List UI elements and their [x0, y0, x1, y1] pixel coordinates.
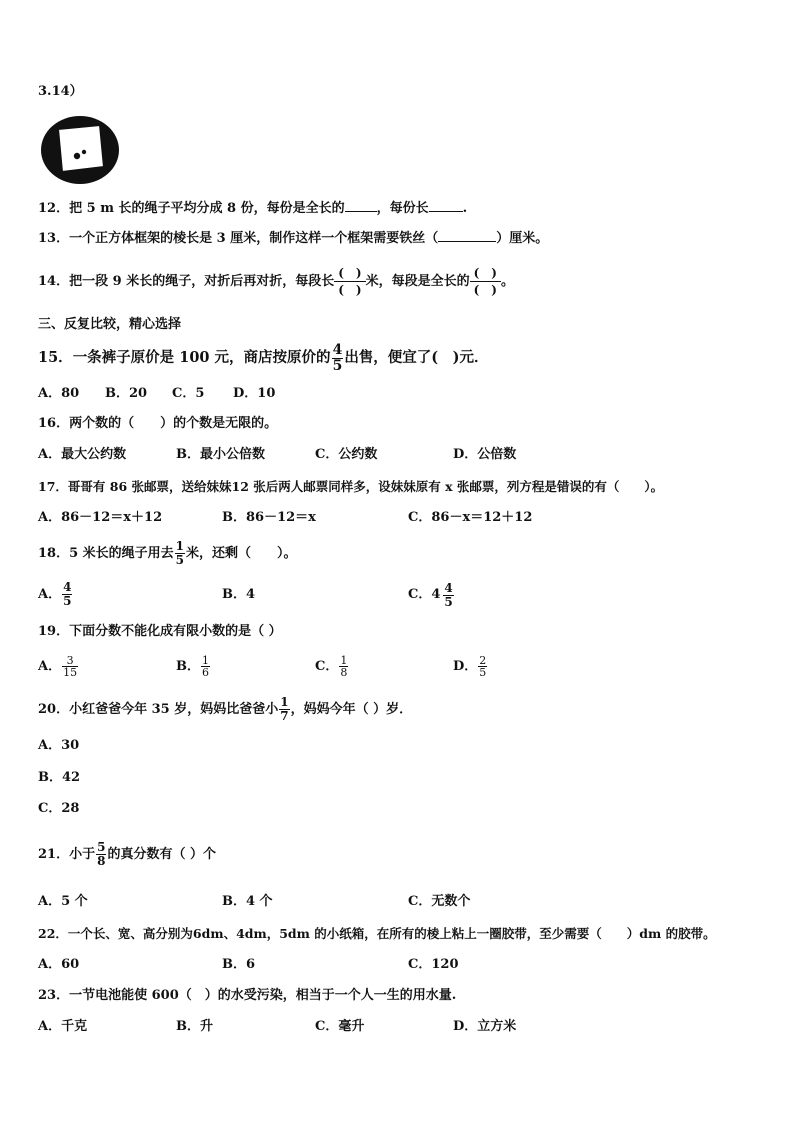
q17-option-c[interactable]: C．86－x＝12＋12 [408, 510, 533, 525]
q16-option-c[interactable]: C．公约数 [315, 447, 378, 462]
q15-fraction: $\frac{4}{5}$ [332, 341, 343, 374]
q17-option-a[interactable]: A．86－12＝x＋12 [38, 510, 163, 525]
q22-option-a[interactable]: A．60 [38, 957, 80, 972]
q15-number: 15． [38, 349, 73, 366]
q18-option-a[interactable] [38, 578, 73, 612]
q12-text-c: . [462, 201, 468, 216]
question-22 [38, 926, 716, 942]
question-16 [38, 416, 277, 432]
q17-text: 哥哥有 86 张邮票，送给妹妹12 张后两人邮票同样多，设妹妹原有 x 张邮票，列方程是错误的有（ ）。 [67, 479, 664, 494]
q13-blank [438, 229, 496, 242]
q12-text-b: ，每份长 [376, 201, 429, 216]
q15-text-a: 一条裤子原价是 100 元，商店按原价的 [72, 349, 331, 366]
q16-option-b[interactable]: B．最小公倍数 [176, 447, 265, 462]
q15-text-b: 出售，便宜了( )元． [344, 349, 489, 366]
q16-option-a[interactable]: A．最大公约数 [38, 447, 127, 462]
q20-number: 20． [38, 702, 70, 717]
q22-option-c[interactable]: C．120 [408, 957, 459, 972]
q23-option-b[interactable]: B．升 [176, 1019, 213, 1034]
q14-text-b: 米，每段是全长的 [365, 274, 470, 289]
q15-option-d[interactable]: D．10 [233, 386, 276, 401]
q14-fraction-blank-1: ( ) ( ) [334, 265, 365, 298]
q17-option-b[interactable]: B．86－12＝x [222, 510, 316, 525]
question-21 [38, 838, 216, 872]
q20-option-c[interactable]: C．28 [38, 801, 80, 816]
q13-number: 13． [38, 231, 70, 246]
q19-option-a[interactable]: A． $\frac{3}{15}$ [38, 654, 78, 679]
q14-number: 14． [38, 274, 70, 289]
q12-blank-2 [429, 199, 463, 212]
q21-text-b: 的真分数有（ ）个 [107, 847, 216, 862]
q18-option-c[interactable] [408, 578, 455, 612]
q14-fraction-blank-2: ( ) ( ) [470, 265, 501, 298]
q12-blank-1 [345, 199, 377, 212]
q19-option-c[interactable]: C． $\frac{1}{8}$ [315, 654, 348, 679]
q22-option-b[interactable]: B．6 [222, 957, 256, 972]
question-18 [38, 537, 297, 571]
continuation-text: 3.14） [38, 84, 83, 99]
q18-number: 18． [38, 546, 70, 561]
q16-option-d[interactable]: D．公倍数 [453, 447, 517, 462]
q12-text-a: 把 5 m 长的绳子平均分成 8 份，每份是全长的 [69, 201, 345, 216]
q21-fraction: $\frac{5}{8}$ [97, 840, 106, 868]
circle-square-figure [40, 115, 122, 185]
section-heading: 三、反复比较，精心选择 [38, 317, 182, 332]
q18-option-a-fraction: $\frac{4}{5}$ [63, 580, 72, 608]
q23-option-c[interactable]: C．毫升 [315, 1019, 365, 1034]
q18-fraction: $\frac{1}{5}$ [175, 539, 185, 567]
q18-option-c-mixed-number: 4 $\frac{4}{5}$ [431, 580, 453, 609]
q19-text: 下面分数不能化成有限小数的是（ ） [69, 624, 282, 639]
q14-text-c: 。 [500, 274, 514, 289]
q21-number: 21． [38, 847, 70, 862]
q12-number: 12． [38, 201, 70, 216]
q18-option-a-label: A． [38, 587, 62, 602]
question-17 [38, 479, 663, 495]
q16-text: 两个数的（ ）的个数是无限的。 [69, 416, 278, 431]
q15-option-c[interactable]: C．5 [172, 386, 205, 401]
q23-option-a[interactable]: A．千克 [38, 1019, 88, 1034]
q18-option-b[interactable]: B．4 [222, 587, 256, 602]
question-13 [38, 229, 548, 247]
q22-text: 一个长、宽、高分别为6dm、4dm，5dm 的小纸箱，在所有的棱上粘上一圈胶带，至少需要（ ）dm 的胶带。 [67, 926, 716, 941]
q21-option-b[interactable]: B．4 个 [222, 894, 273, 909]
q14-text-a: 把一段 9 米长的绳子，对折后再对折，每段长 [69, 274, 335, 289]
question-12 [38, 199, 467, 217]
q20-text-b: ，妈妈今年（ ）岁． [290, 702, 413, 717]
q23-text: 一节电池能使 600（ ）的水受污染，相当于一个人一生的用水量. [69, 988, 457, 1003]
q20-fraction: $\frac{1}{7}$ [280, 695, 289, 723]
q18-text-b: 米，还剩（ ）。 [186, 546, 297, 561]
question-15 [38, 340, 489, 376]
question-23 [38, 988, 456, 1004]
q21-option-a[interactable]: A．5 个 [38, 894, 88, 909]
q22-number: 22． [38, 926, 68, 941]
q18-option-c-label: C． [408, 587, 432, 602]
q23-number: 23． [38, 988, 70, 1003]
q18-text-a: 5 米长的绳子用去 [69, 546, 174, 561]
q20-option-b[interactable]: B．42 [38, 770, 81, 785]
q20-text-a: 小红爸爸今年 35 岁，妈妈比爸爸小 [69, 702, 279, 717]
q15-option-b[interactable]: B．20 [105, 386, 148, 401]
q23-option-d[interactable]: D．立方米 [453, 1019, 517, 1034]
q21-text-a: 小于 [69, 847, 96, 862]
q20-option-a[interactable]: A．30 [38, 738, 80, 753]
q13-text-a: 一个正方体框架的棱长是 3 厘米，制作这样一个框架需要铁丝（ [69, 231, 439, 246]
q17-number: 17． [38, 479, 68, 494]
q16-number: 16． [38, 416, 70, 431]
q21-option-c[interactable]: C．无数个 [408, 894, 471, 909]
q13-text-b: ）厘米。 [496, 231, 549, 246]
q19-number: 19． [38, 624, 70, 639]
question-19 [38, 624, 282, 640]
q19-option-d[interactable]: D． $\frac{2}{5}$ [453, 654, 487, 679]
question-14 [38, 264, 514, 300]
q15-option-a[interactable]: A．80 [38, 386, 80, 401]
q19-option-b[interactable]: B． $\frac{1}{6}$ [176, 654, 209, 679]
question-20 [38, 694, 412, 726]
